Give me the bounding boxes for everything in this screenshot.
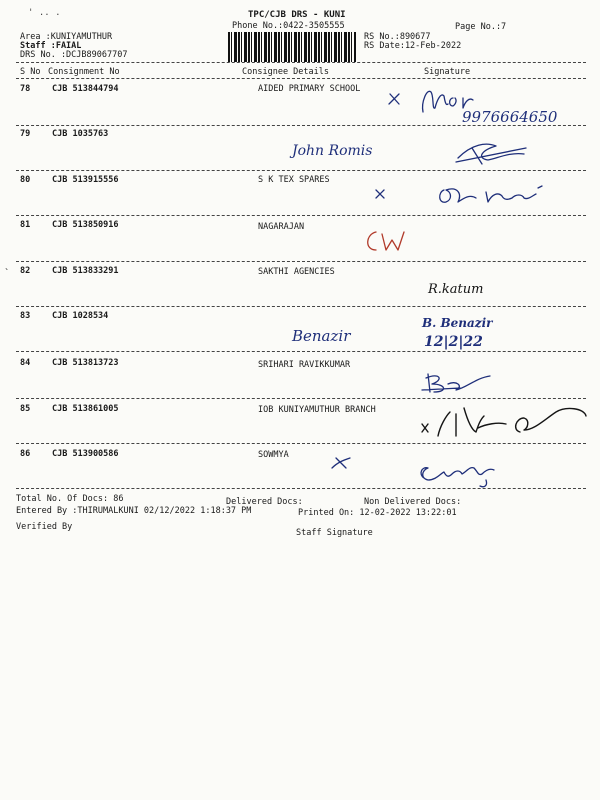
handwritten-name-83: Benazir	[292, 327, 351, 345]
area: Area :KUNIYAMUTHUR	[20, 32, 113, 42]
row-consignment: CJB 513915556	[52, 175, 119, 185]
row-consignee: SOWMYA	[258, 450, 289, 460]
column-consignment: Consignment No	[48, 67, 120, 77]
row-consignee: AIDED PRIMARY SCHOOL	[258, 84, 361, 94]
row-sno: 84	[20, 358, 31, 368]
staff: Staff :FAIAL	[20, 41, 82, 51]
header-divider	[16, 62, 586, 63]
row-sno: 79	[20, 129, 31, 139]
signature-79	[452, 136, 532, 166]
column-sno: S No	[20, 67, 41, 77]
handwritten-phone-number: 9976664650	[462, 108, 558, 126]
row-consignee: NAGARAJAN	[258, 222, 305, 232]
row-sno: 83	[20, 311, 31, 321]
signature-81-cw	[360, 226, 412, 256]
row-sno: 85	[20, 404, 31, 414]
row-consignment: CJB 1035763	[52, 129, 109, 139]
rs-number: RS No.:890677	[364, 32, 431, 42]
row-consignment: CJB 513850916	[52, 220, 119, 230]
header-bottom-divider	[16, 78, 586, 79]
printed-on: Printed On: 12-02-2022 13:22:01	[298, 508, 457, 518]
row-divider	[16, 261, 586, 262]
row-divider	[16, 170, 586, 171]
row-divider	[16, 351, 586, 352]
signature-84	[420, 370, 500, 396]
rs-date: RS Date:12-Feb-2022	[364, 41, 462, 51]
row-consignment: CJB 513833291	[52, 266, 119, 276]
row-sno: 78	[20, 84, 31, 94]
row-consignee: S K TEX SPARES	[258, 175, 330, 185]
column-signature: Signature	[424, 67, 471, 77]
verified-by: Verified By	[16, 522, 73, 532]
row-divider	[16, 215, 586, 216]
drs-number: DRS No. :DCJB89067707	[20, 50, 128, 60]
signature-86	[328, 452, 518, 492]
page-number: Page No.:7	[455, 22, 507, 32]
row-sno: 80	[20, 175, 31, 185]
non-delivered-docs: Non Delivered Docs:	[364, 497, 462, 507]
row-sno: 82	[20, 266, 31, 276]
row-consignment: CJB 513861005	[52, 404, 119, 414]
row-divider	[16, 398, 586, 399]
handwritten-name-82: R.katum	[428, 282, 484, 297]
row-consignee: IOB KUNIYAMUTHUR BRANCH	[258, 405, 376, 415]
margin-mark: `	[4, 268, 11, 279]
document-title: TPC/CJB DRS - KUNI	[248, 10, 346, 20]
row-divider	[16, 306, 586, 307]
row-consignment: CJB 513813723	[52, 358, 119, 368]
handwritten-name-79: John Romis	[292, 143, 373, 159]
row-sno: 86	[20, 449, 31, 459]
row-consignment: CJB 1028534	[52, 311, 109, 321]
staff-signature: Staff Signature	[296, 528, 373, 538]
row-consignment: CJB 513844794	[52, 84, 119, 94]
entered-by: Entered By :THIRUMALKUNI 02/12/2022 1:18:37 PM	[16, 506, 252, 516]
signature-85	[416, 402, 592, 444]
handwritten-date-83: 12|2|22	[424, 334, 483, 350]
barcode	[228, 32, 356, 62]
top-marks: ' .. .	[28, 8, 61, 18]
total-docs: Total No. Of Docs: 86	[16, 494, 124, 504]
delivered-docs: Delivered Docs:	[226, 497, 303, 507]
row-consignee: SAKTHI AGENCIES	[258, 267, 335, 277]
phone-number: Phone No.:0422-3505555	[232, 21, 345, 31]
column-consignee: Consignee Details	[242, 67, 329, 77]
row-sno: 81	[20, 220, 31, 230]
row-consignee: SRIHARI RAVIKKUMAR	[258, 360, 351, 370]
handwritten-signature-83: B. Benazir	[422, 316, 493, 330]
row-consignment: CJB 513900586	[52, 449, 119, 459]
signature-80	[372, 180, 562, 214]
